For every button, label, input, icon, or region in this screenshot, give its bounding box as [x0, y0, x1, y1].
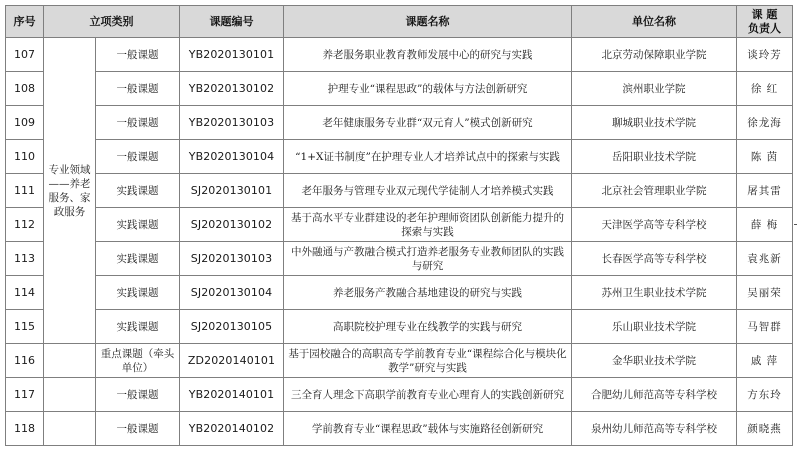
table-row	[6, 38, 793, 72]
project-code: SJ2020130101	[180, 174, 284, 208]
unit-name: 岳阳职业技术学院	[572, 140, 737, 174]
project-name: 学前教育专业“课程思政”载体与实施路径创新研究	[284, 412, 572, 446]
project-name: 基于高水平专业群建设的老年护理师资团队创新能力提升的探索与实践	[284, 208, 572, 242]
row-number: 115	[6, 310, 44, 344]
project-code: YB2020140101	[180, 378, 284, 412]
unit-name: 苏州卫生职业技术学院	[572, 276, 737, 310]
project-code: YB2020130104	[180, 140, 284, 174]
header-leader-line2: 负责人	[748, 21, 781, 35]
row-number: 117	[6, 378, 44, 412]
project-name: 高职院校护理专业在线教学的实践与研究	[284, 310, 572, 344]
project-leader: 马智群	[737, 310, 793, 344]
margin-mark	[794, 224, 797, 225]
table-row	[6, 378, 793, 412]
project-leader: 徐 红	[737, 72, 793, 106]
project-name: 中外融通与产教融合模式打造养老服务专业教师团队的实践与研究	[284, 242, 572, 276]
project-name: 三全育人理念下高职学前教育专业心理育人的实践创新研究	[284, 378, 572, 412]
project-leader: 颜晓燕	[737, 412, 793, 446]
project-code: YB2020130102	[180, 72, 284, 106]
project-type: 一般课题	[96, 72, 180, 106]
project-code: YB2020140102	[180, 412, 284, 446]
project-type: 实践课题	[96, 276, 180, 310]
header-category: 立项类别	[44, 6, 180, 38]
row-number: 108	[6, 72, 44, 106]
project-name: 老年健康服务专业群“双元育人”模式创新研究	[284, 106, 572, 140]
project-code: YB2020130101	[180, 38, 284, 72]
row-number: 110	[6, 140, 44, 174]
table-row	[6, 208, 793, 242]
unit-name: 北京劳动保障职业学院	[572, 38, 737, 72]
project-table	[5, 5, 793, 446]
project-leader: 戚 萍	[737, 344, 793, 378]
table-row	[6, 106, 793, 140]
header-leader-line1: 课 题	[751, 7, 778, 21]
unit-name: 泉州幼儿师范高等专科学校	[572, 412, 737, 446]
unit-name: 金华职业技术学院	[572, 344, 737, 378]
project-name: “1+X证书制度”在护理专业人才培养试点中的探索与实践	[284, 140, 572, 174]
unit-name: 合肥幼儿师范高等专科学校	[572, 378, 737, 412]
project-code: YB2020130103	[180, 106, 284, 140]
row-number: 109	[6, 106, 44, 140]
domain-cell-empty	[44, 378, 96, 412]
table-row	[6, 140, 793, 174]
project-name: 护理专业“课程思政”的载体与方法创新研究	[284, 72, 572, 106]
project-type: 实践课题	[96, 174, 180, 208]
unit-name: 乐山职业技术学院	[572, 310, 737, 344]
unit-name: 滨州职业学院	[572, 72, 737, 106]
header-no: 序号	[6, 6, 44, 38]
project-name: 养老服务产教融合基地建设的研究与实践	[284, 276, 572, 310]
project-leader: 吴丽荣	[737, 276, 793, 310]
unit-name: 北京社会管理职业学院	[572, 174, 737, 208]
project-leader: 徐龙海	[737, 106, 793, 140]
table-row	[6, 310, 793, 344]
project-code: SJ2020130105	[180, 310, 284, 344]
project-leader: 袁兆新	[737, 242, 793, 276]
project-type: 实践课题	[96, 242, 180, 276]
project-type: 一般课题	[96, 378, 180, 412]
row-number: 107	[6, 38, 44, 72]
project-name: 老年服务与管理专业双元现代学徒制人才培养模式实践	[284, 174, 572, 208]
project-leader: 薛 梅	[737, 208, 793, 242]
row-number: 116	[6, 344, 44, 378]
project-type: 实践课题	[96, 208, 180, 242]
row-number: 113	[6, 242, 44, 276]
header-row	[6, 6, 793, 38]
unit-name: 长春医学高等专科学校	[572, 242, 737, 276]
project-type: 重点课题（牵头单位）	[96, 344, 180, 378]
project-name: 养老服务职业教育教师发展中心的研究与实践	[284, 38, 572, 72]
unit-name: 天津医学高等专科学校	[572, 208, 737, 242]
project-code: ZD2020140101	[180, 344, 284, 378]
header-name: 课题名称	[284, 6, 572, 38]
row-number: 114	[6, 276, 44, 310]
project-leader: 方东玲	[737, 378, 793, 412]
table-row	[6, 344, 793, 378]
project-leader: 陈 茵	[737, 140, 793, 174]
project-code: SJ2020130104	[180, 276, 284, 310]
header-leader	[737, 6, 793, 38]
table-row	[6, 242, 793, 276]
row-number: 118	[6, 412, 44, 446]
table-row	[6, 72, 793, 106]
domain-label: 专业领域——养老服务、家政服务	[44, 38, 96, 344]
table-row	[6, 276, 793, 310]
domain-cell-empty	[44, 344, 96, 378]
project-leader: 屠其雷	[737, 174, 793, 208]
table-row	[6, 412, 793, 446]
project-type: 实践课题	[96, 310, 180, 344]
project-type: 一般课题	[96, 412, 180, 446]
project-type: 一般课题	[96, 106, 180, 140]
project-code: SJ2020130102	[180, 208, 284, 242]
row-number: 112	[6, 208, 44, 242]
header-unit: 单位名称	[572, 6, 737, 38]
row-number: 111	[6, 174, 44, 208]
unit-name: 聊城职业技术学院	[572, 106, 737, 140]
header-code: 课题编号	[180, 6, 284, 38]
project-leader: 谈玲芳	[737, 38, 793, 72]
domain-cell-empty	[44, 412, 96, 446]
project-code: SJ2020130103	[180, 242, 284, 276]
table-row	[6, 174, 793, 208]
project-type: 一般课题	[96, 140, 180, 174]
project-name: 基于园校融合的高职高专学前教育专业“课程综合化与模块化教学”研究与实践	[284, 344, 572, 378]
project-type: 一般课题	[96, 38, 180, 72]
